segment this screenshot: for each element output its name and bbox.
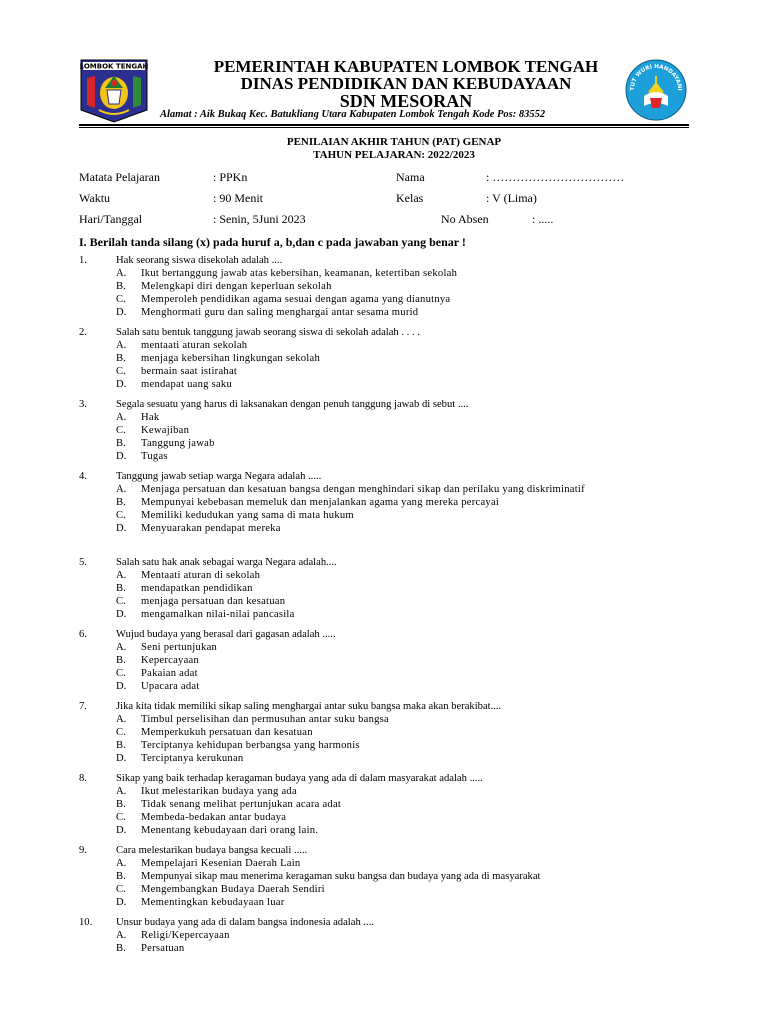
question-text: Cara melestarikan budaya bangsa kecuali ..... xyxy=(116,845,308,856)
question-1 xyxy=(79,254,689,319)
question-9 xyxy=(79,844,689,909)
option-row xyxy=(116,608,689,621)
question-number: 10. xyxy=(79,917,93,928)
time-label: Waktu xyxy=(79,191,111,205)
option-letter: B. xyxy=(116,799,126,811)
option-letter: D. xyxy=(116,307,127,319)
option-letter: A. xyxy=(116,858,127,870)
option-text: Memperoleh pendidikan agama sesuai dengan agama yang dianutnya xyxy=(141,294,451,306)
option-letter: D. xyxy=(116,897,127,909)
option-row xyxy=(116,509,689,522)
option-row xyxy=(116,280,689,293)
option-text: mengamalkan nilai-nilai pancasila xyxy=(141,609,295,621)
question-text: Tanggung jawab setiap warga Negara adalah ..... xyxy=(116,471,322,482)
option-letter: A. xyxy=(116,340,127,352)
option-text: mendapat uang saku xyxy=(141,379,232,391)
option-row xyxy=(116,752,689,765)
name-label: Nama xyxy=(396,170,425,184)
option-text: Mentaati aturan di sekolah xyxy=(141,570,261,582)
option-text: Mempunyai sikap mau menerima keragaman suku bangsa dan budaya yang ada di masyarakat xyxy=(141,871,541,883)
option-row xyxy=(116,496,689,509)
option-text: Upacara adat xyxy=(141,681,200,693)
header-rule-thick xyxy=(79,124,689,126)
question-number: 1. xyxy=(79,255,87,266)
option-letter: A. xyxy=(116,570,127,582)
option-row xyxy=(116,739,689,752)
name-field: : …………………………… xyxy=(486,170,625,184)
option-text: Melengkapi diri dengan keperluan sekolah xyxy=(141,281,332,293)
logo-right-label: TUT WURI HANDAYANI xyxy=(629,63,683,91)
option-text: Memperkukuh persatuan dan kesatuan xyxy=(141,727,313,739)
absen-value: : ..... xyxy=(532,212,554,226)
exam-title: PENILAIAN AKHIR TAHUN (PAT) GENAP xyxy=(286,136,502,148)
option-row xyxy=(116,883,689,896)
option-row xyxy=(116,595,689,608)
option-letter: A. xyxy=(116,714,127,726)
option-row xyxy=(116,483,689,496)
header-rule-thin xyxy=(79,127,689,128)
header-government: PEMERINTAH KABUPATEN LOMBOK TENGAH xyxy=(213,57,599,76)
option-row xyxy=(116,437,689,450)
option-letter: A. xyxy=(116,268,127,280)
absen-label: No Absen xyxy=(441,212,489,226)
option-text: menjaga kebersihan lingkungan sekolah xyxy=(141,353,320,365)
option-row xyxy=(116,870,689,883)
question-4 xyxy=(79,470,689,535)
option-row xyxy=(116,267,689,280)
option-letter: A. xyxy=(116,930,127,942)
option-text: Tanggung jawab xyxy=(141,438,215,450)
question-number: 8. xyxy=(79,773,87,784)
option-text: Tugas xyxy=(141,451,168,463)
question-number: 2. xyxy=(79,327,87,338)
option-text: Mengembangkan Budaya Daerah Sendiri xyxy=(141,884,325,896)
subject-value: : PPKn xyxy=(213,170,248,184)
logo-left-label: LOMBOK TENGAH xyxy=(79,62,149,71)
question-6 xyxy=(79,628,689,693)
option-text: Timbul perselisihan dan permusuhan antar suku bangsa xyxy=(141,714,389,726)
option-row xyxy=(116,857,689,870)
option-letter: A. xyxy=(116,642,127,654)
question-text: Salah satu hak anak sebagai warga Negara adalah.... xyxy=(116,557,337,568)
question-2 xyxy=(79,326,689,391)
option-text: Pakaian adat xyxy=(141,668,198,680)
option-text: Mementingkan kebudayaan luar xyxy=(141,897,285,909)
option-letter: B. xyxy=(116,497,126,509)
question-text: Unsur budaya yang ada di dalam bangsa indonesia adalah .... xyxy=(116,917,374,928)
option-letter: C. xyxy=(116,510,126,522)
question-text: Sikap yang baik terhadap keragaman budaya yang ada di dalam masyarakat adalah ..... xyxy=(116,773,483,784)
option-letter: C. xyxy=(116,425,126,437)
option-row xyxy=(116,896,689,909)
option-letter: A. xyxy=(116,484,127,496)
option-text: Religi/Kepercayaan xyxy=(141,930,230,942)
option-text: Terciptanya kerukunan xyxy=(141,753,244,765)
option-letter: B. xyxy=(116,281,126,293)
question-text: Salah satu bentuk tanggung jawab seorang siswa di sekolah adalah . . . . xyxy=(116,327,420,338)
option-row xyxy=(116,424,689,437)
option-letter: B. xyxy=(116,353,126,365)
option-row xyxy=(116,339,689,352)
option-row xyxy=(116,654,689,667)
option-text: Kepercayaan xyxy=(141,655,200,667)
option-row xyxy=(116,378,689,391)
time-value: : 90 Menit xyxy=(213,191,263,205)
question-text: Hak seorang siswa disekolah adalah .... xyxy=(116,255,283,266)
option-text: Kewajiban xyxy=(141,425,190,437)
option-row xyxy=(116,641,689,654)
option-row xyxy=(116,811,689,824)
option-text: Memiliki kedudukan yang sama di mata hukum xyxy=(141,510,354,522)
option-row xyxy=(116,293,689,306)
option-row xyxy=(116,785,689,798)
option-row xyxy=(116,365,689,378)
option-letter: C. xyxy=(116,596,126,608)
option-text: Ikut melestarikan budaya yang ada xyxy=(141,786,297,798)
option-text: Tidak senang melihat pertunjukan acara adat xyxy=(141,799,342,811)
option-text: Menghormati guru dan saling menghargai antar sesama murid xyxy=(141,307,419,319)
option-row xyxy=(116,569,689,582)
exam-year: TAHUN PELAJARAN: 2022/2023 xyxy=(313,149,475,161)
question-7 xyxy=(79,700,689,765)
option-letter: C. xyxy=(116,727,126,739)
question-text: Jika kita tidak memiliki sikap saling menghargai antar suku bangsa maka akan berakibat.... xyxy=(116,701,502,712)
option-row xyxy=(116,667,689,680)
option-letter: C. xyxy=(116,884,126,896)
option-letter: B. xyxy=(116,583,126,595)
option-text: Persatuan xyxy=(141,943,185,955)
option-letter: D. xyxy=(116,753,127,765)
question-text: Wujud budaya yang berasal dari gagasan adalah ..... xyxy=(116,629,336,640)
option-letter: C. xyxy=(116,812,126,824)
option-letter: A. xyxy=(116,412,127,424)
question-number: 7. xyxy=(79,701,87,712)
option-row xyxy=(116,713,689,726)
option-letter: B. xyxy=(116,740,126,752)
option-text: mendapatkan pendidikan xyxy=(141,583,253,595)
option-letter: B. xyxy=(116,943,126,955)
date-value: : Senin, 5Juni 2023 xyxy=(213,212,306,226)
subject-label: Matata Pelajaran xyxy=(79,170,160,184)
option-letter: B. xyxy=(116,438,126,450)
option-text: Membeda-bedakan antar budaya xyxy=(141,812,287,824)
option-row xyxy=(116,450,689,463)
option-text: bermain saat istirahat xyxy=(141,366,238,378)
option-text: Mempelajari Kesenian Daerah Lain xyxy=(141,858,301,870)
option-row xyxy=(116,352,689,365)
option-text: Mempunyai kebebasan memeluk dan menjalankan agama yang mereka percayai xyxy=(141,497,500,509)
header-address: Alamat : Aik Bukaq Kec. Batukliang Utara Kabupaten Lombok Tengah Kode Pos: 83552 xyxy=(160,109,546,120)
option-text: Hak xyxy=(141,412,160,424)
option-row xyxy=(116,726,689,739)
option-text: Terciptanya kehidupan berbangsa yang harmonis xyxy=(141,740,360,752)
header-department: DINAS PENDIDIKAN DAN KEBUDAYAAN xyxy=(240,74,572,93)
option-row xyxy=(116,942,689,955)
option-row xyxy=(116,522,689,535)
question-number: 9. xyxy=(79,845,87,856)
option-letter: D. xyxy=(116,825,127,837)
instruction-text: I. Berilah tanda silang (x) pada huruf a, b,dan c pada jawaban yang benar ! xyxy=(79,235,466,249)
option-letter: B. xyxy=(116,655,126,667)
option-text: mentaati aturan sekolah xyxy=(141,340,248,352)
question-number: 4. xyxy=(79,471,87,482)
option-letter: D. xyxy=(116,523,127,535)
question-number: 5. xyxy=(79,557,87,568)
option-text: Menentang kebudayaan dari orang lain. xyxy=(141,825,319,837)
question-number: 6. xyxy=(79,629,87,640)
class-label: Kelas xyxy=(396,191,424,205)
option-letter: D. xyxy=(116,681,127,693)
option-text: Menjaga persatuan dan kesatuan bangsa dengan menghindari sikap dan perilaku yang diskriminatif xyxy=(141,484,585,496)
option-text: Menyuarakan pendapat mereka xyxy=(141,523,281,535)
question-10 xyxy=(79,916,689,955)
option-letter: C. xyxy=(116,366,126,378)
option-letter: A. xyxy=(116,786,127,798)
option-letter: C. xyxy=(116,668,126,680)
option-letter: C. xyxy=(116,294,126,306)
option-text: Ikut bertanggung jawab atas kebersihan, keamanan, ketertiban sekolah xyxy=(141,268,458,280)
date-label: Hari/Tanggal xyxy=(79,212,143,226)
option-text: Seni pertunjukan xyxy=(141,642,218,654)
question-number: 3. xyxy=(79,399,87,410)
class-value: : V (Lima) xyxy=(486,191,537,205)
option-letter: D. xyxy=(116,451,127,463)
option-row xyxy=(116,306,689,319)
option-text: menjaga persatuan dan kesatuan xyxy=(141,596,286,608)
question-5 xyxy=(79,556,689,621)
question-8 xyxy=(79,772,689,837)
option-row xyxy=(116,798,689,811)
header-school-name: SDN MESORAN xyxy=(339,91,473,111)
option-letter: D. xyxy=(116,379,127,391)
option-row xyxy=(116,929,689,942)
question-3 xyxy=(79,398,689,463)
option-row xyxy=(116,680,689,693)
option-letter: B. xyxy=(116,871,126,883)
option-row xyxy=(116,411,689,424)
option-row xyxy=(116,582,689,595)
question-text: Segala sesuatu yang harus di laksanakan dengan penuh tanggung jawab di sebut .... xyxy=(116,399,469,410)
option-row xyxy=(116,824,689,837)
option-letter: D. xyxy=(116,609,127,621)
